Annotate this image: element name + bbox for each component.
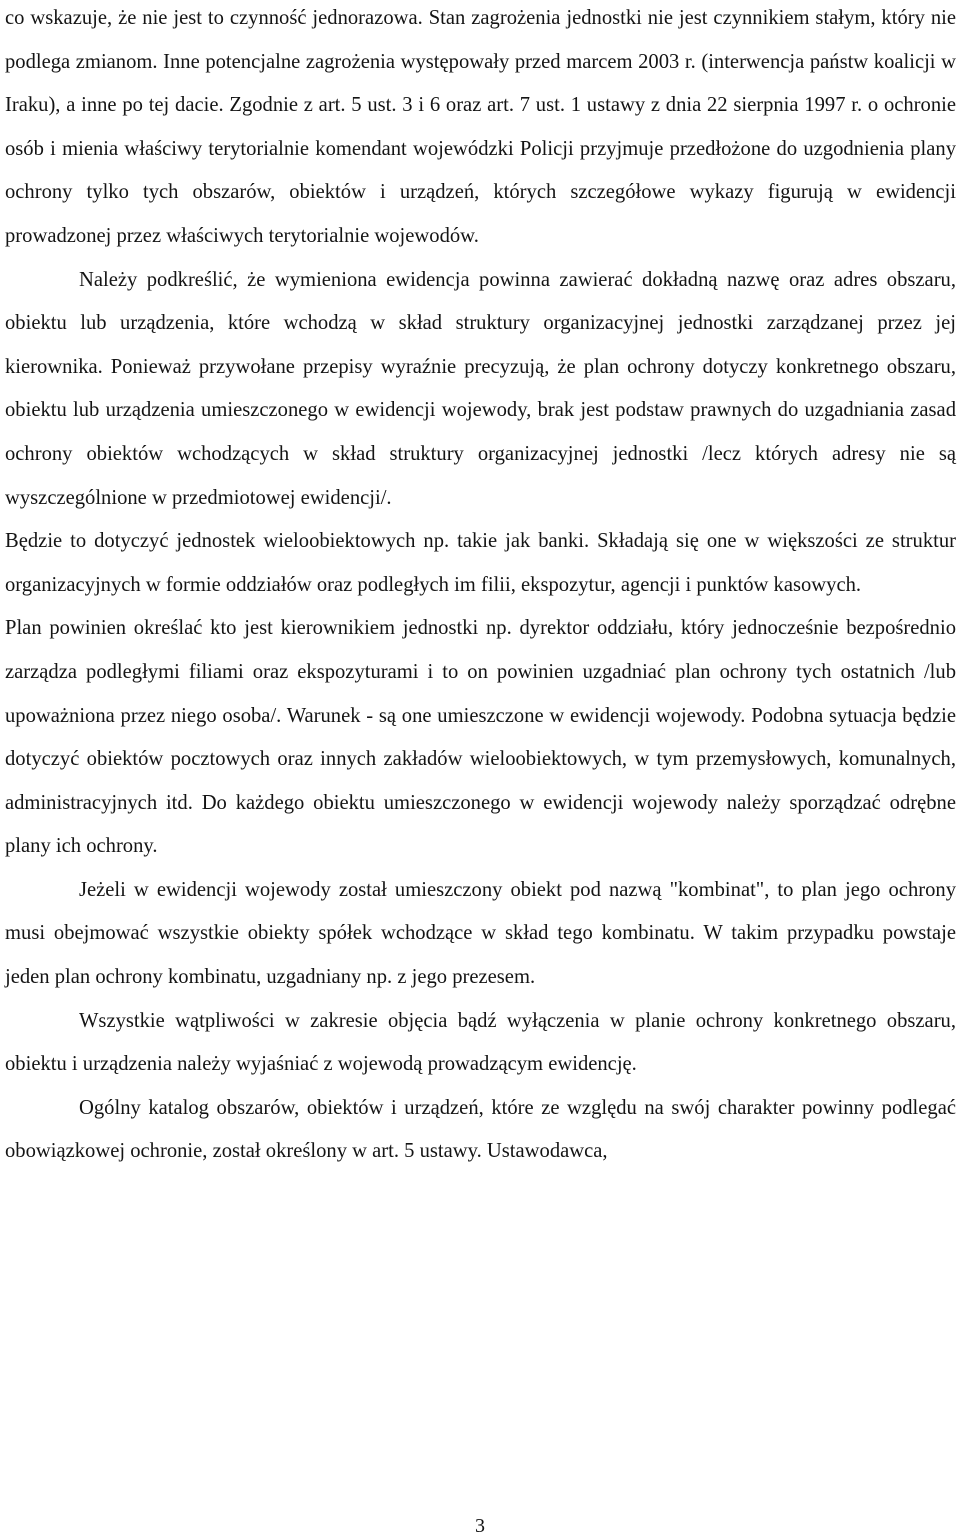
paragraph-2: Należy podkreślić, że wymieniona ewidencja powinna zawierać dokładną nazwę oraz adres obszaru, obiektu lub urządzenia, które wchodzą w skład struktury organizacyjnej jednostki zarządzanej przez jej kierownika. Ponieważ przywołane przepisy wyraźnie precyzują, że plan ochrony dotyczy konkretnego obszaru, obiektu lub urządzenia umieszczonego w ewidencji wojewody, brak jest podstaw prawnych do uzgadniania zasad ochrony obiektów wchodzących w skład struktury organizacyjnej jednostki /lecz których adresy nie są wyszczególnione w przedmiotowej ewidencji/. — [5, 268, 956, 509]
page-number: 3 — [475, 1515, 485, 1537]
paragraph-3: Będzie to dotyczyć jednostek wieloobiektowych np. takie jak banki. Składają się one w większości ze struktur organizacyjnych w formie oddziałów oraz podległych im filii, ekspozytur, agencji i punktów kasowych. — [5, 530, 956, 596]
paragraph-7: Ogólny katalog obszarów, obiektów i urządzeń, które ze względu na swój charakter powinny podlegać obowiązkowej ochronie, został określony w art. 5 ustawy. Ustawodawca, — [5, 1096, 956, 1163]
paragraph-4: Plan powinien określać kto jest kierownikiem jednostki np. dyrektor oddziału, który jednocześnie bezpośrednio zarządza podległymi filiami oraz ekspozyturami i to on powinien uzgadniać plan ochrony tych ostatnich /lub upoważniona przez niego osoba/. Warunek - są one umieszczone w ewidencji wojewody. Podobna sytuacja będzie dotyczyć obiektów pocztowych oraz innych zakładów wieloobiektowych, w tym przemysłowych, komunalnych, administracyjnych itd. Do każdego obiektu umieszczonego w ewidencji wojewody należy sporządzać odrębne plany ich ochrony. — [5, 617, 956, 858]
paragraph-1: co wskazuje, że nie jest to czynność jednorazowa. Stan zagrożenia jednostki nie jest czynnikiem stałym, który nie podlega zmianom. Inne potencjalne zagrożenia występowały przed marcem 2003 r. (interwencja państw koalicji w Iraku), a inne po tej dacie. Zgodnie z art. 5 ust. 3 i 6 oraz art. 7 ust. 1 ustawy z dnia 22 sierpnia 1997 r. o ochronie osób i mienia właściwy terytorialnie komendant wojewódzki Policji przyjmuje przedłożone do uzgodnienia plany ochrony tylko tych obszarów, obiektów i urządzeń, których szczegółowe wykazy figurują w ewidencji prowadzonej przez właściwych terytorialnie wojewodów. — [5, 7, 956, 247]
paragraph-6: Wszystkie wątpliwości w zakresie objęcia bądź wyłączenia w planie ochrony konkretnego obszaru, obiektu i urządzenia należy wyjaśniać z wojewodą prowadzącym ewidencję. — [5, 1009, 956, 1076]
document-body — [5, 0, 956, 1174]
paragraph-5: Jeżeli w ewidencji wojewody został umieszczony obiekt pod nazwą "kombinat", to plan jego ochrony musi obejmować wszystkie obiekty spółek wchodzące w skład tego kombinatu. W takim przypadku powstaje jeden plan ochrony kombinatu, uzgadniany np. z jego prezesem. — [5, 878, 956, 989]
